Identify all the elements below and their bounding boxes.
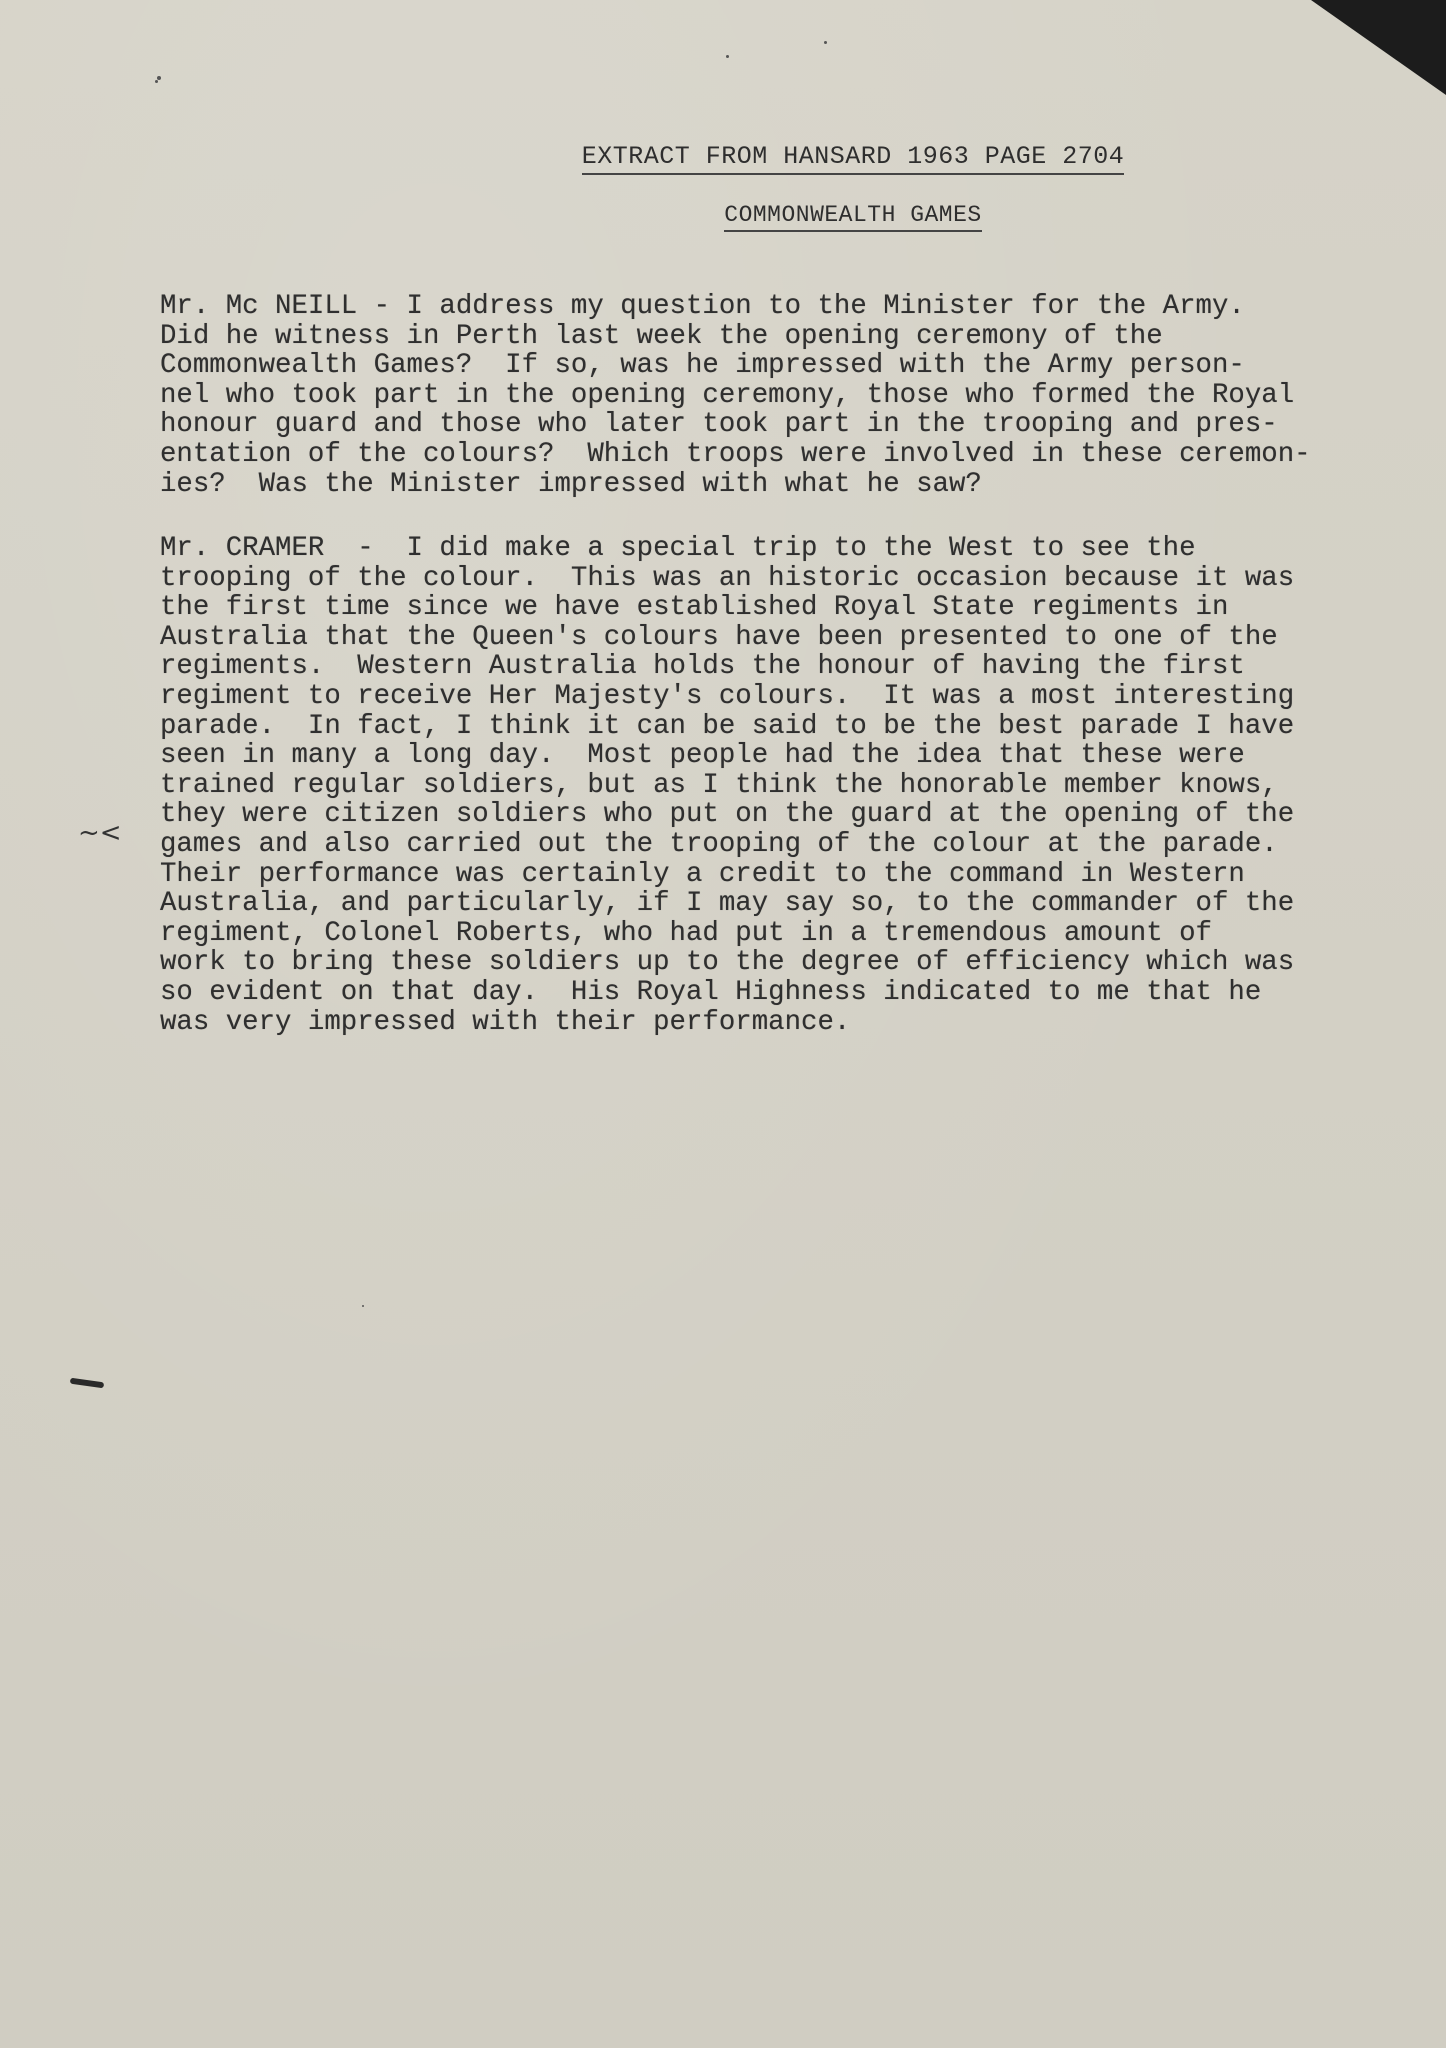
paragraph-question: Mr. Mc NEILL - I address my question to the Minister for the Army. Did he witness in Perth last week the opening ceremony of the Commonwealth Games? If so, was he impressed with the Army person- nel who took part in the opening ceremony, those who formed the Royal honour guard and those who later took part in the trooping and pres- entation of the colours? Which troops were involved in these ceremon- ies? Was the Minister impressed with what he saw? bbox=[160, 291, 1311, 500]
paper-speck bbox=[824, 41, 827, 44]
margin-mark-icon bbox=[70, 1378, 105, 1389]
paper-speck bbox=[157, 76, 161, 80]
document-title bbox=[0, 142, 1446, 171]
margin-mark-icon: ~< bbox=[78, 818, 122, 848]
document-title-text: EXTRACT FROM HANSARD 1963 PAGE 2704 bbox=[582, 142, 1125, 175]
paper-speck bbox=[155, 80, 158, 83]
folded-corner bbox=[1311, 0, 1446, 95]
document-subtitle-text: COMMONWEALTH GAMES bbox=[724, 202, 981, 232]
paper-speck bbox=[362, 1305, 364, 1307]
document-subtitle bbox=[0, 202, 1446, 228]
paper-speck bbox=[726, 55, 729, 58]
paragraph-answer: Mr. CRAMER - I did make a special trip to the West to see the trooping of the colour. This was an historic occasion because it was the first time since we have established Royal State regiments in Australia that the Queen's colours have been presented to one of the regiments. Western Australia holds the honour of having the first regiment to receive Her Majesty's colours. It was a most interesting parade. In fact, I think it can be said to be the best parade I have seen in many a long day. Most people had the idea that these were trained regular soldiers, but as I think the honorable member knows, they were citizen soldiers who put on the guard at the opening of the games and also carried out the trooping of the colour at the parade. Their performance was certainly a credit to the command in Western Australia, and particularly, if I may say so, to the commander of the regiment, Colonel Roberts, who had put in a tremendous amount of work to bring these soldiers up to the degree of efficiency which was so evident on that day. His Royal Highness indicated to me that he was very impressed with their performance. bbox=[160, 533, 1295, 1038]
